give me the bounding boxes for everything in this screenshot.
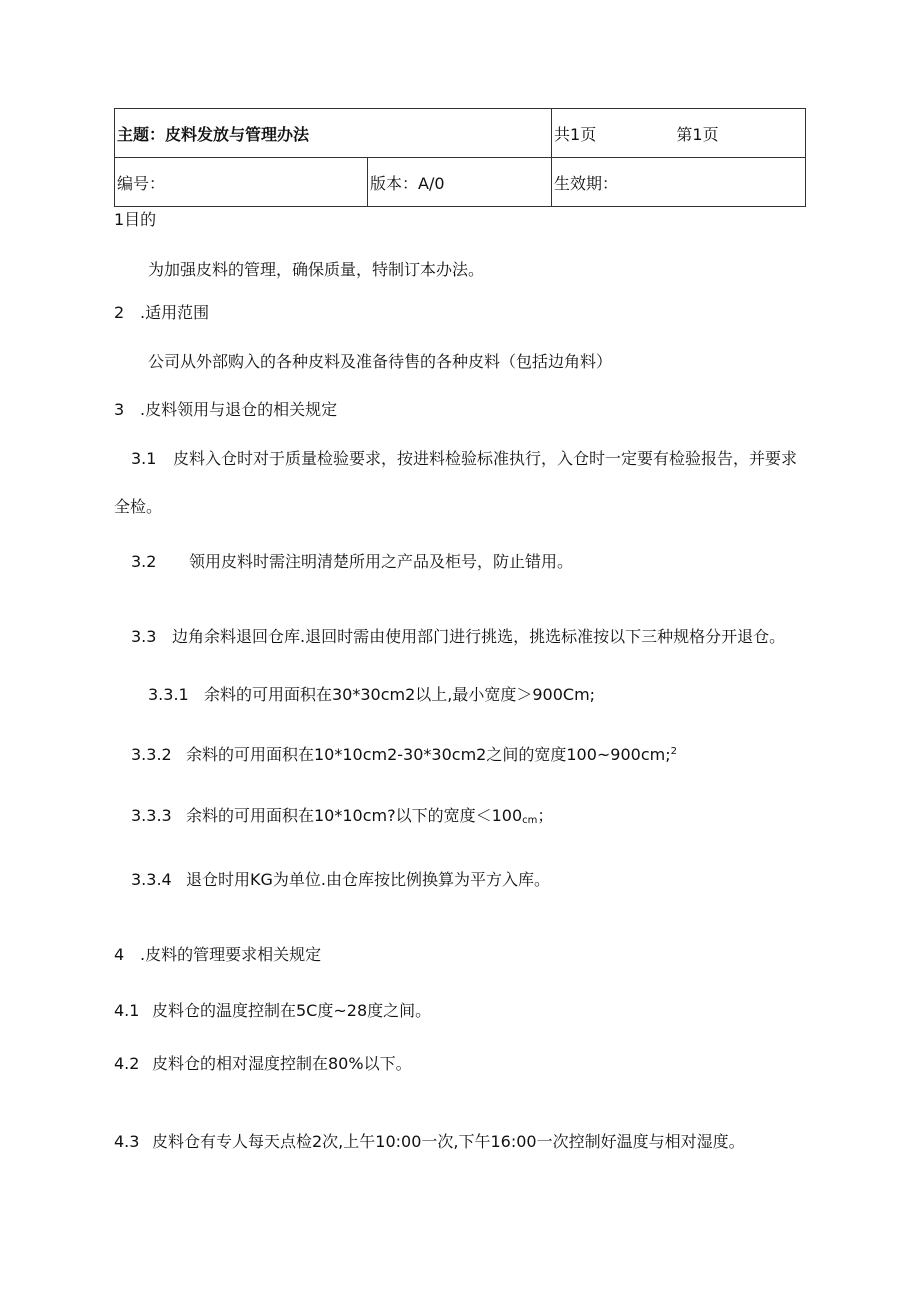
item-3-3-2-text: 余料的可用面积在10*10cm2-30*30cm2之间的宽度100~900cm; — [186, 745, 671, 764]
section-3-title: .皮料领用与退仓的相关规定 — [140, 400, 338, 419]
item-4-1-number: 4.1 — [114, 1001, 140, 1020]
item-4-1-text: 皮料仓的温度控制在5C度~28度之间。 — [152, 1001, 432, 1020]
section-1-title: 1目的 — [114, 210, 157, 229]
doc-number-cell: 编号： — [115, 158, 368, 207]
item-3-2-text: 领用皮料时需注明清楚所用之产品及柜号，防止错用。 — [189, 552, 574, 571]
item-3-3-3 — [131, 806, 553, 831]
section-4-title: .皮料的管理要求相关规定 — [140, 945, 322, 964]
version-cell: 版本：A/0 — [368, 158, 552, 207]
page-number: 第1页 — [676, 124, 719, 144]
item-3-3-2-superscript: 2 — [670, 746, 677, 757]
item-4-1 — [114, 1001, 431, 1021]
item-4-2 — [114, 1054, 412, 1074]
section-2-number: 2 — [114, 303, 125, 322]
item-3-3-2 — [131, 742, 677, 765]
pages-cell — [552, 109, 806, 158]
section-4-number: 4 — [114, 945, 125, 964]
section-2-heading — [114, 303, 209, 323]
header-row-2 — [115, 158, 806, 207]
total-pages: 共1页 — [554, 124, 597, 144]
item-3-3-number: 3.3 — [131, 627, 157, 646]
item-3-1-continued: 全检。 — [114, 497, 163, 516]
item-3-1-number: 3.1 — [131, 449, 157, 468]
item-3-3-text: 边角余料退回仓库.退回时需由使用部门进行挑选，挑选标准按以下三种规格分开退仓。 — [172, 627, 786, 646]
item-3-3-4 — [131, 870, 550, 890]
item-4-3-number: 4.3 — [114, 1132, 140, 1151]
item-4-3 — [114, 1132, 745, 1152]
item-3-1 — [131, 449, 797, 469]
item-3-3-2-number: 3.3.2 — [131, 745, 172, 764]
item-3-3-1-text: 余料的可用面积在30*30cm2以上,最小宽度＞900Cm; — [204, 685, 596, 704]
section-2-body: 公司从外部购入的各种皮料及准备待售的各种皮料（包括边角料） — [148, 352, 613, 371]
subject-cell: 主题：皮料发放与管理办法 — [115, 109, 552, 158]
item-3-3-3-subscript: cm — [522, 815, 538, 826]
item-3-3-1 — [148, 685, 595, 705]
header-row-1 — [115, 109, 806, 158]
item-3-2-number: 3.2 — [131, 552, 157, 571]
section-1-body: 为加强皮料的管理，确保质量，特制订本办法。 — [148, 260, 485, 279]
item-3-2 — [131, 552, 573, 572]
item-3-3-3-number: 3.3.3 — [131, 806, 172, 825]
header-table — [114, 108, 806, 207]
section-4-heading — [114, 945, 321, 965]
item-3-3 — [131, 627, 785, 647]
item-3-3-3-text: 余料的可用面积在10*10cm?以下的宽度＜100 — [186, 806, 523, 825]
item-3-3-3-tail: ； — [537, 806, 554, 825]
section-3-number: 3 — [114, 400, 125, 419]
section-2-title: .适用范围 — [140, 303, 210, 322]
item-3-1-text: 皮料入仓时对于质量检验要求，按进料检验标准执行，入仓时一定要有检验报告，并要求 — [173, 449, 798, 468]
item-4-3-text: 皮料仓有专人每天点检2次,上午10:00一次,下午16:00一次控制好温度与相对湿度。 — [152, 1132, 745, 1151]
item-4-2-text: 皮料仓的相对湿度控制在80%以下。 — [152, 1054, 412, 1073]
item-3-3-1-number: 3.3.1 — [148, 685, 189, 704]
item-3-3-4-number: 3.3.4 — [131, 870, 172, 889]
effective-date-cell: 生效期： — [552, 158, 806, 207]
section-3-heading — [114, 400, 337, 420]
item-4-2-number: 4.2 — [114, 1054, 140, 1073]
item-3-3-4-text: 退仓时用KG为单位.由仓库按比例换算为平方入库。 — [186, 870, 550, 889]
